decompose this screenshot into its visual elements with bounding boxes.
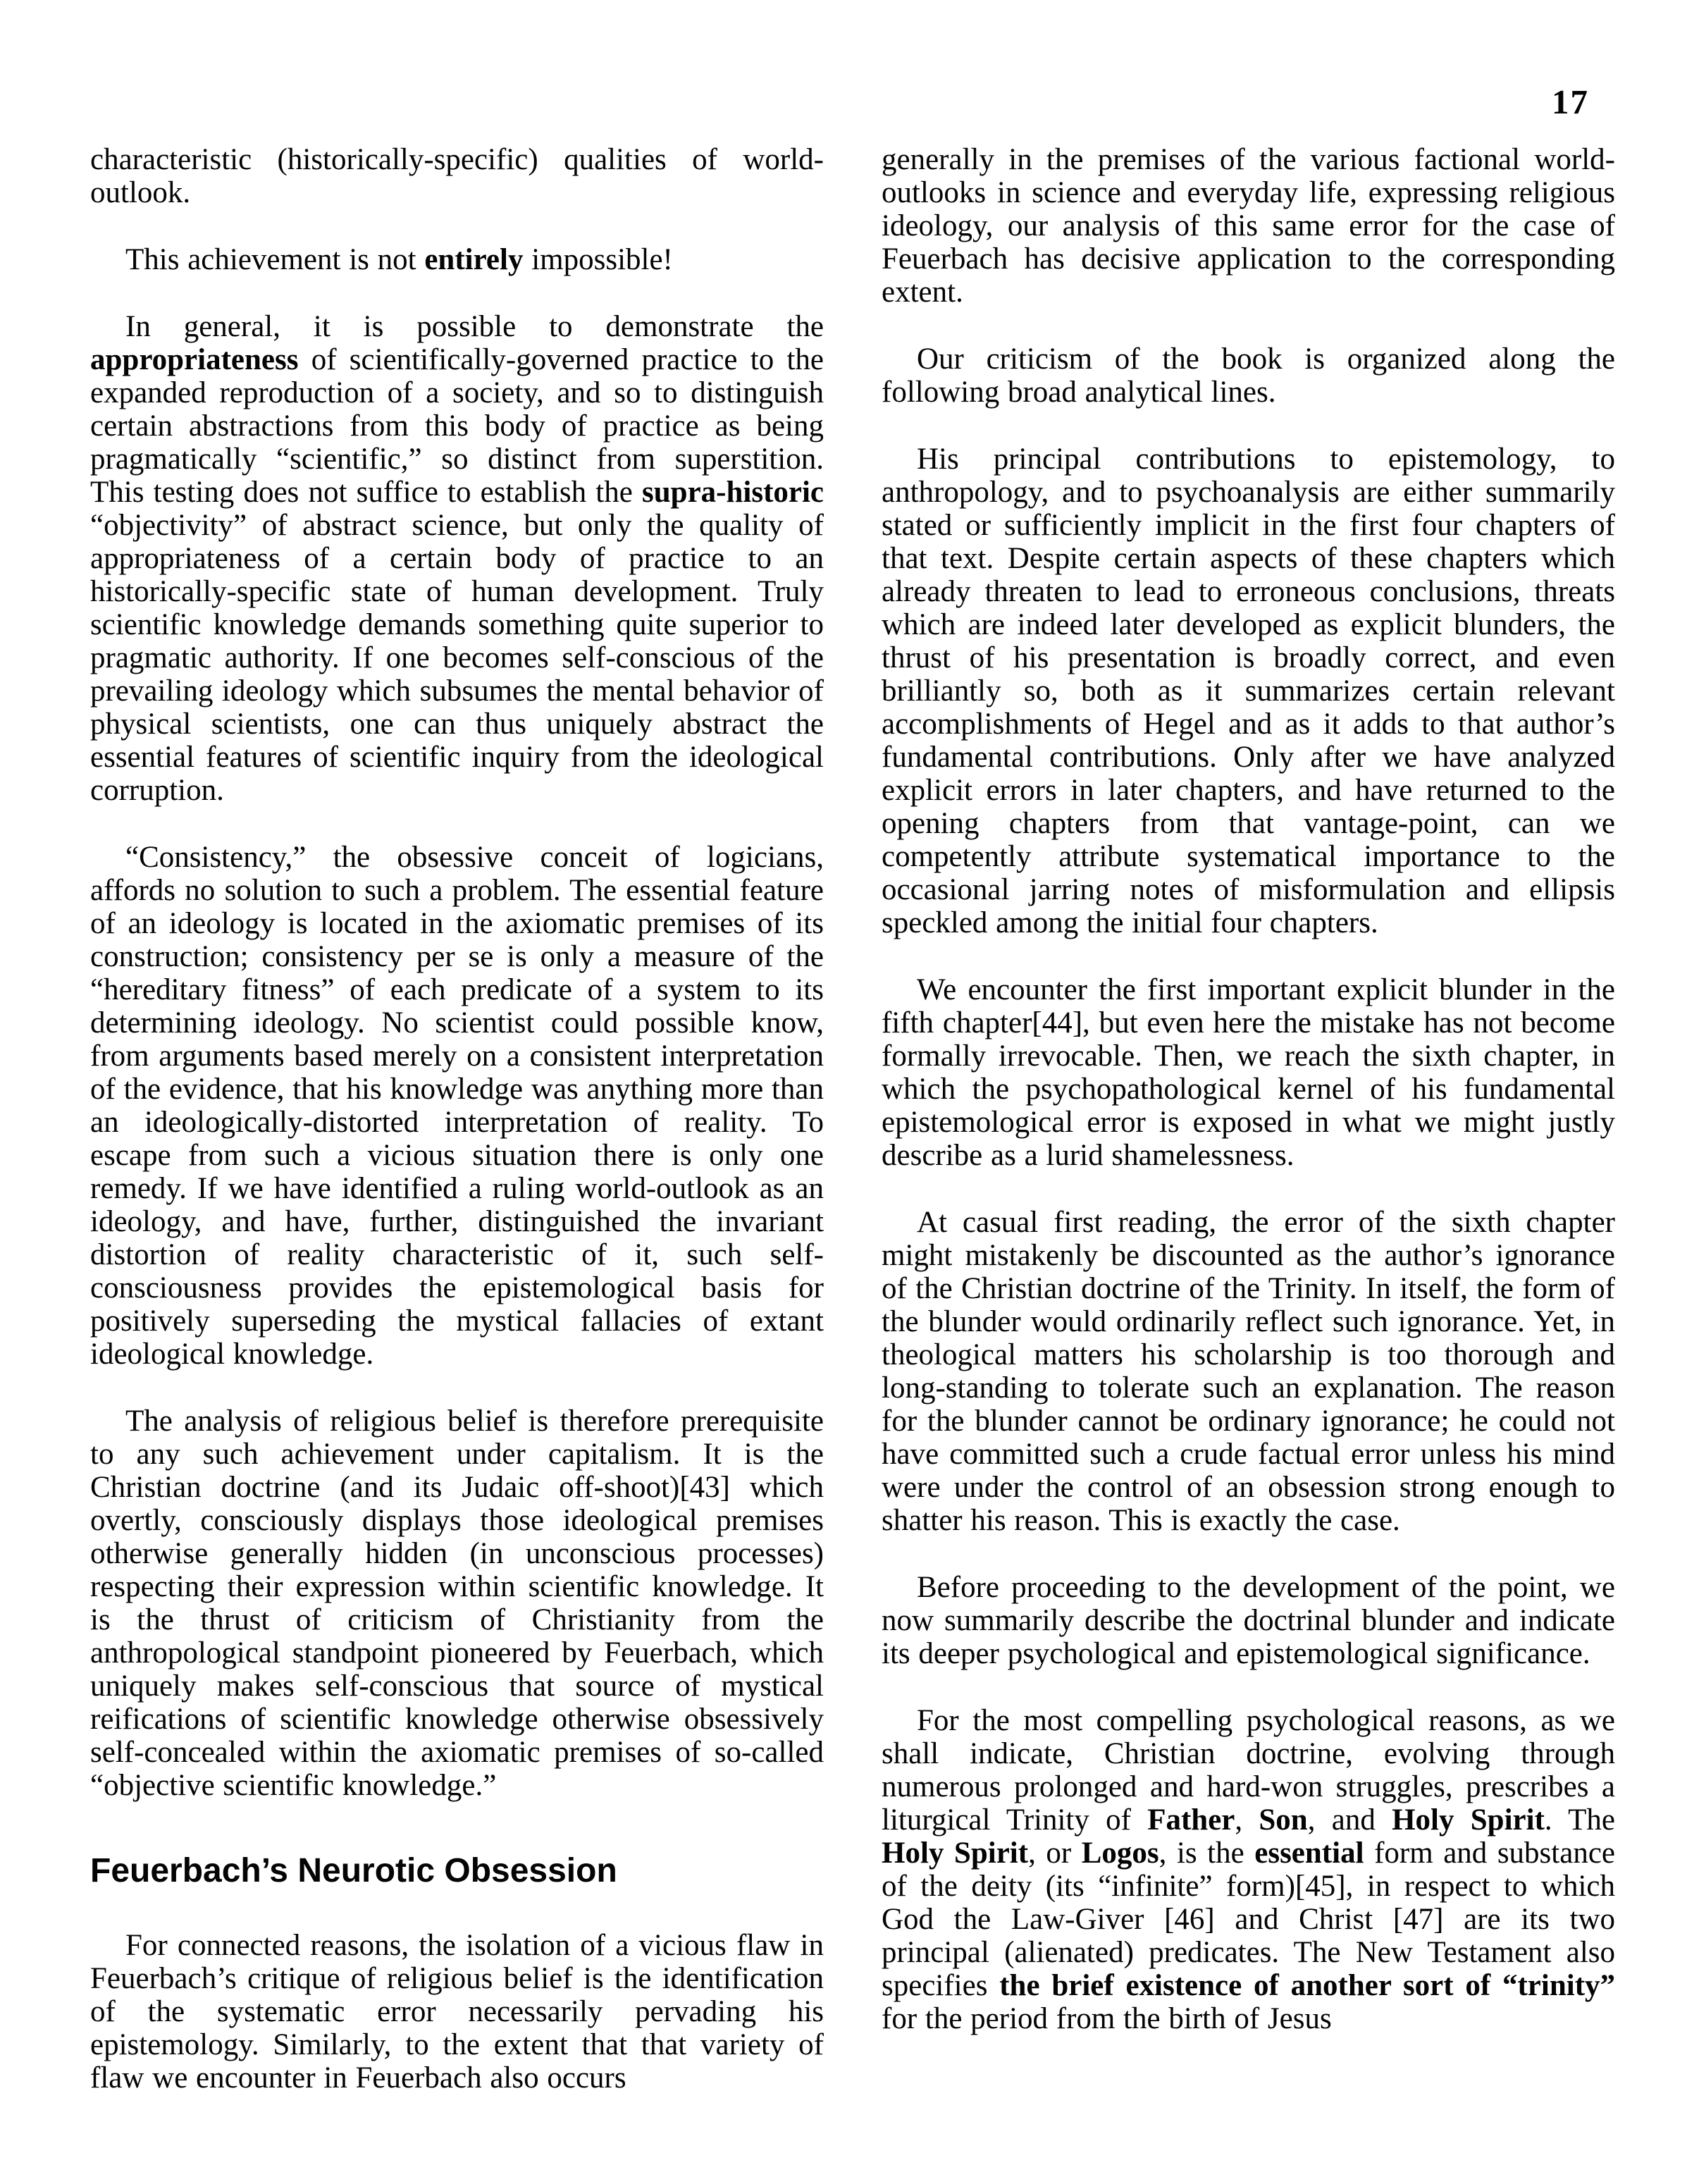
paragraph: [882, 1206, 1615, 1537]
text-segment: In general, it is possible to demonstrate the: [125, 310, 824, 343]
bold-text-segment: essential: [1254, 1837, 1364, 1870]
bold-text-segment: Logos: [1081, 1837, 1159, 1870]
text-segment: Before proceeding to the development of the point, we now summarily describe the doctrinal blunder and indicate its deeper psychological and epistemological significance.: [882, 1571, 1615, 1670]
paragraph: [882, 973, 1615, 1172]
bold-text-segment: Holy Spirit: [1392, 1803, 1545, 1837]
paragraph: [882, 1704, 1615, 2035]
text-segment: For connected reasons, the isolation of a vicious flaw in Feuerbach’s critique of religious belief is the identification of the systematic error necessarily pervading his epistemology. Similarly, to the extent that that variety of flaw we encounter in Feuerbach also occurs: [90, 1929, 824, 2094]
bold-text-segment: Feuerbach’s Neurotic Obsession: [90, 1852, 617, 1889]
text-segment: , is the: [1158, 1837, 1255, 1870]
paragraph: [90, 243, 824, 276]
text-segment: Our criticism of the book is organized along the following broad analytical lines.: [882, 343, 1615, 409]
text-segment: The analysis of religious belief is therefore prerequisite to any such achievement under capitalism. It is the Christian doctrine (and its Judaic off-shoot)[43] which overtly, consciously displays those ideological premises otherwise generally hidden (in unconscious processes) respecting their expression within scientific knowledge. It is the thrust of criticism of Christianity from the anthropological standpoint pioneered by Feuerbach, which uniquely makes self-conscious that source of mystical reifications of scientific knowledge otherwise obsessively self-concealed within the axiomatic premises of so-called “objective scientific knowledge.”: [90, 1405, 824, 1802]
bold-text-segment: appropriateness: [90, 343, 299, 376]
text-segment: impossible!: [523, 243, 673, 276]
right-column: [882, 143, 1615, 2128]
text-segment: , and: [1307, 1803, 1392, 1837]
text-segment: generally in the premises of the various factional world-outlooks in science and everyday life, expressing religious ideology, our analysis of this same error for the case of Feuerbach has decisive application to the corresponding extent.: [882, 143, 1615, 309]
text-segment: “objectivity” of abstract science, but only the quality of appropriateness of a certain body of practice to an historically-specific state of human development. Truly scientific knowledge demands something quite superior to pragmatic authority. If one becomes self-conscious of the prevailing ideology which subsumes the mental behavior of physical scientists, one can thus uniquely abstract the essential features of scientific inquiry from the ideological corruption.: [90, 509, 824, 807]
text-segment: “Consistency,” the obsessive conceit of logicians, affords no solution to such a problem. The essential feature of an ideology is located in the axiomatic premises of its construction; consistency per se is only a measure of the “hereditary fitness” of each predicate of a system to its determining ideology. No scientist could possible know, from arguments based merely on a consistent interpretation of the evidence, that his knowledge was anything more than an ideologically-distorted interpretation of reality. To escape from such a vicious situation there is only one remedy. If we have identified a ruling world-outlook as an ideology, and have, further, distinguished the invariant distortion of reality characteristic of it, such self-consciousness provides the epistemological basis for positively superseding the mystical fallacies of extant ideological knowledge.: [90, 841, 824, 1371]
paragraph: [90, 143, 824, 209]
text-segment: form and substance of the deity (its “infinite” form)[45], in respect to which God the Law-Giver [46] and Christ [47] are its two principal (alienated) predicates. The New Testament also specifies: [882, 1837, 1615, 2002]
paragraph: [90, 1405, 824, 1802]
section-heading: [90, 1851, 824, 1890]
paragraph: [90, 1929, 824, 2094]
paragraph: [882, 443, 1615, 939]
two-column-text-body: [90, 143, 1615, 2128]
text-segment: This achievement is not: [125, 243, 425, 276]
text-segment: for the period from the birth of Jesus: [882, 2002, 1332, 2035]
text-segment: We encounter the first important explicit blunder in the fifth chapter[44], but even here the mistake has not become formally irrevocable. Then, we reach the sixth chapter, in which the psychopathological kernel of his fundamental epistemological error is exposed in what we might justly describe as a lurid shamelessness.: [882, 973, 1615, 1172]
bold-text-segment: supra-historic: [642, 476, 824, 509]
text-segment: ,: [1235, 1803, 1259, 1837]
bold-text-segment: Son: [1259, 1803, 1308, 1837]
bold-text-segment: Holy Spirit: [882, 1837, 1029, 1870]
paragraph: [90, 310, 824, 807]
text-segment: , or: [1028, 1837, 1082, 1870]
left-column: [90, 143, 824, 2128]
paragraph: [90, 841, 824, 1371]
paragraph: [882, 143, 1615, 309]
paragraph: [882, 1571, 1615, 1670]
text-segment: For the most compelling psychological reasons, as we shall indicate, Christian doctrine, evolving through numerous prolonged and hard-won struggles, prescribes a liturgical Trinity of: [882, 1704, 1615, 1837]
page-number: 17: [1552, 82, 1589, 121]
text-segment: At casual first reading, the error of the sixth chapter might mistakenly be discounted as the author’s ignorance of the Christian doctrine of the Trinity. In itself, the form of the blunder would ordinarily reflect such ignorance. Yet, in theological matters his scholarship is too thorough and long-standing to tolerate such an explanation. The reason for the blunder cannot be ordinary ignorance; he could not have committed such a crude factual error unless his mind were under the control of an obsession strong enough to shatter his reason. This is exactly the case.: [882, 1206, 1615, 1537]
text-segment: His principal contributions to epistemology, to anthropology, and to psychoanalysis are either summarily stated or sufficiently implicit in the first four chapters of that text. Despite certain aspects of these chapters which already threaten to lead to erroneous conclusions, threats which are indeed later developed as explicit blunders, the thrust of his presentation is broadly correct, and even brilliantly so, both as it summarizes certain relevant accomplishments of Hegel and as it adds to that author’s fundamental contributions. Only after we have analyzed explicit errors in later chapters, and have returned to the opening chapters from that vantage-point, can we competently attribute systematical importance to the occasional jarring notes of misformulation and ellipsis speckled among the initial four chapters.: [882, 443, 1615, 939]
text-segment: . The: [1544, 1803, 1615, 1837]
text-segment: characteristic (historically-specific) qualities of world-outlook.: [90, 143, 824, 209]
text-segment: of scientifically-governed practice to the expanded reproduction of a society, and so to distinguish certain abstractions from this body of practice as being pragmatically “scientific,” so distinct from superstition. This testing does not suffice to establish the: [90, 343, 824, 509]
bold-text-segment: Father: [1147, 1803, 1235, 1837]
paragraph: [882, 343, 1615, 409]
bold-text-segment: the brief existence of another sort of “trinity”: [999, 1969, 1616, 2002]
bold-text-segment: entirely: [424, 243, 524, 276]
